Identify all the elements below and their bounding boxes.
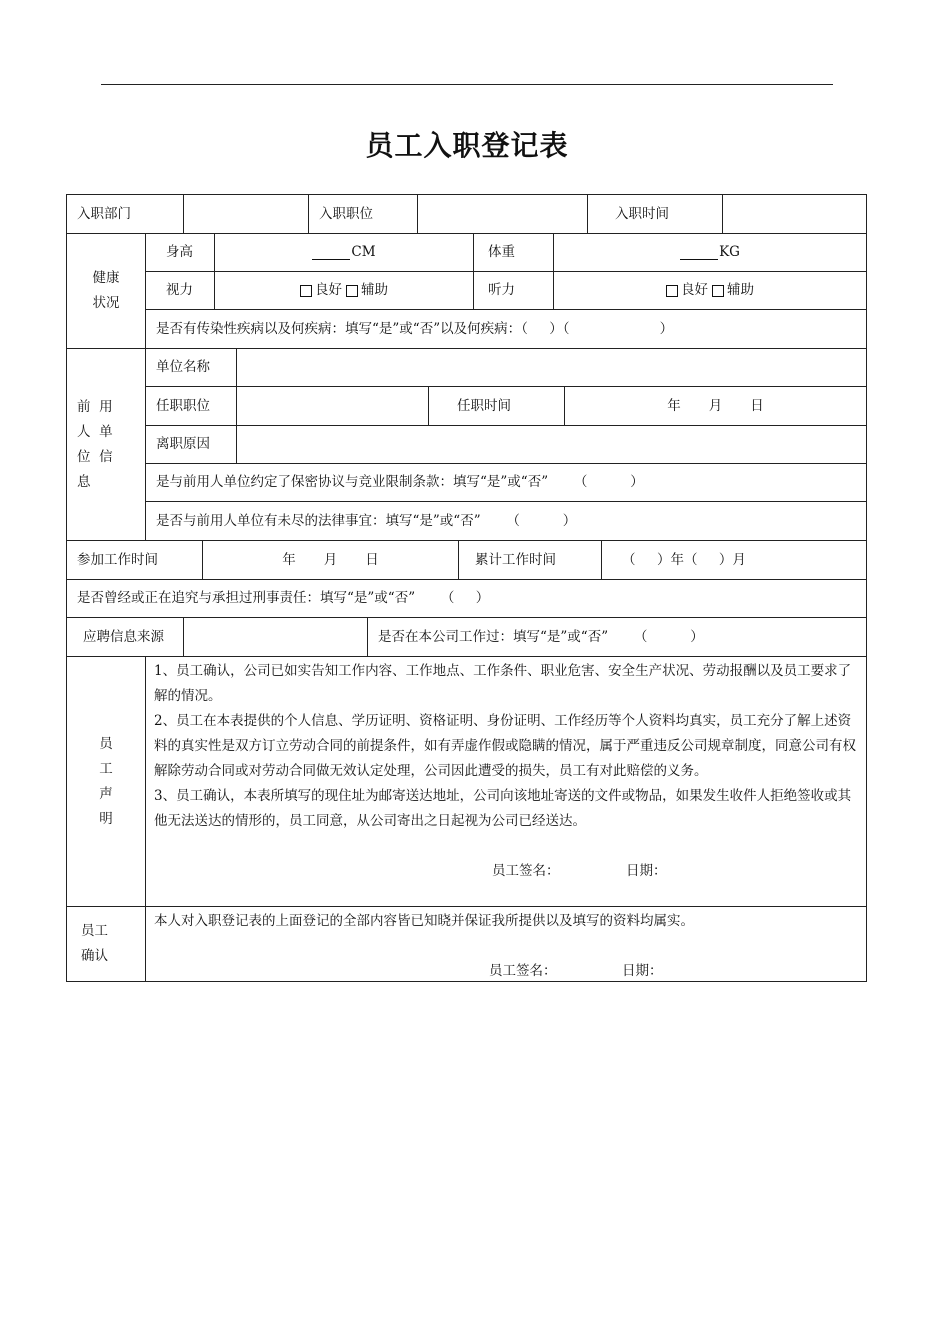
prev-employer-section-label	[66, 348, 146, 541]
hire-date-label: 入职时间	[587, 194, 723, 234]
position-label: 入职职位	[308, 194, 418, 234]
worked-here-question[interactable]: 是否在本公司工作过：填写“是”或“否” （ ）	[367, 617, 867, 657]
vision-good-checkbox[interactable]	[300, 285, 312, 297]
prev-employer-section-line: 前 用	[77, 398, 113, 415]
work-start-month: 月	[323, 551, 338, 568]
criminal-question[interactable]: 是否曾经或正在追究与承担过刑事责任：填写“是”或“否” （ ）	[66, 579, 867, 618]
hearing-aid-checkbox[interactable]	[712, 285, 724, 297]
hearing-label: 听力	[473, 271, 554, 310]
hearing-aid-label: 辅助	[727, 282, 754, 299]
page-title: 员工入职登记表	[365, 129, 569, 162]
weight-blank	[680, 245, 718, 260]
health-section-label	[66, 233, 146, 349]
height-unit: CM	[351, 244, 376, 261]
header-rule	[101, 84, 833, 85]
confirmation-section-line: 确认	[81, 948, 108, 964]
declaration-section-line: 工	[99, 760, 113, 777]
prev-employer-section-line: 息	[77, 473, 91, 490]
tenure-year: 年	[667, 397, 681, 414]
prev-employer-section-line: 位 信	[77, 448, 113, 465]
hearing-good-checkbox[interactable]	[666, 285, 678, 297]
declaration-paragraph-3: 3、员工确认，本表所填写的现住址为邮寄送达地址，公司向该地址寄送的文件或物品，如果发生收件人拒绝签收或其他无法送达的情形的，员工同意，从公司寄出之日起视为公司已经送达。	[154, 788, 852, 829]
health-section-line: 健康	[92, 270, 120, 286]
nda-question[interactable]: 是与前用人单位约定了保密协议与竞业限制条款：填写“是”或“否” （ ）	[145, 463, 867, 502]
confirmation-text: 本人对入职登记表的上面登记的全部内容皆已知晓并保证我所提供以及填写的资料均属实。	[154, 913, 694, 929]
work-start-label: 参加工作时间	[66, 540, 203, 580]
declaration-section-label	[66, 656, 146, 907]
company-name-label: 单位名称	[145, 348, 237, 387]
total-work-label: 累计工作时间	[458, 540, 602, 580]
prev-tenure-label: 任职时间	[428, 386, 565, 426]
vision-aid-checkbox[interactable]	[346, 285, 358, 297]
height-blank	[312, 245, 350, 260]
dept-label: 入职部门	[66, 194, 184, 234]
vision-good-label: 良好	[315, 282, 342, 299]
declaration-paragraph-1: 1、员工确认，公司已如实告知工作内容、工作地点、工作条件、职业危害、安全生产状况、劳动报酬以及员工要求了解的情况。	[154, 663, 852, 704]
health-section-line: 状况	[92, 295, 120, 311]
prev-tenure-input[interactable]	[564, 386, 867, 426]
prev-position-label: 任职职位	[145, 386, 237, 426]
declaration-paragraph-2: 2、员工在本表提供的个人信息、学历证明、资格证明、身份证明、工作经历等个人资料均真实，员工充分了解上述资料的真实性是双方订立劳动合同的前提条件，如有弄虚作假或隐瞒的情况，属于严重违反公司规章制度，同意公司有权解除劳动合同或对劳动合同做无效认定处理，公司因此遭受的损失，员工有对此赔偿的义务。	[154, 713, 856, 779]
tenure-month: 月	[708, 397, 723, 414]
legal-question[interactable]: 是否与前用人单位有未尽的法律事宜：填写“是”或“否” （ ）	[145, 501, 867, 541]
hearing-good-label: 良好	[681, 282, 708, 299]
weight-unit: KG	[719, 244, 740, 261]
leave-reason-label: 离职原因	[145, 425, 237, 464]
dept-input[interactable]	[183, 194, 309, 234]
declaration-date-label: 日期：	[626, 863, 667, 879]
weight-field[interactable]	[553, 233, 867, 272]
leave-reason-input[interactable]	[236, 425, 867, 464]
prev-position-input[interactable]	[236, 386, 429, 426]
vision-aid-label: 辅助	[361, 282, 388, 299]
confirmation-date-label: 日期：	[622, 963, 663, 979]
confirmation-signature-label: 员工签名：	[489, 963, 557, 979]
hire-date-input[interactable]	[722, 194, 867, 234]
prev-employer-section-line: 人 单	[77, 423, 113, 440]
work-start-year: 年	[282, 551, 296, 568]
declaration-section-line: 明	[99, 810, 113, 827]
company-name-input[interactable]	[236, 348, 867, 387]
declaration-section-line: 员	[99, 735, 113, 752]
disease-question[interactable]: 是否有传染性疾病以及何疾病：填写“是”或“否”以及何疾病：（ ）（ ）	[145, 309, 867, 349]
confirmation-section-label	[66, 906, 146, 982]
work-start-day: 日	[365, 551, 379, 568]
hearing-options	[553, 271, 867, 310]
job-source-input[interactable]	[183, 617, 368, 657]
total-work-input[interactable]: （ ）年（ ）月	[601, 540, 867, 580]
height-label: 身高	[145, 233, 215, 272]
vision-label: 视力	[145, 271, 215, 310]
tenure-day: 日	[750, 397, 764, 414]
weight-label: 体重	[473, 233, 554, 272]
job-source-label: 应聘信息来源	[66, 617, 184, 657]
work-start-input[interactable]	[202, 540, 459, 580]
confirmation-section-line: 员工	[81, 923, 108, 939]
declaration-signature-label: 员工签名：	[492, 863, 560, 879]
declaration-section-line: 声	[99, 785, 113, 802]
position-input[interactable]	[417, 194, 588, 234]
height-field[interactable]	[214, 233, 474, 272]
vision-options	[214, 271, 474, 310]
